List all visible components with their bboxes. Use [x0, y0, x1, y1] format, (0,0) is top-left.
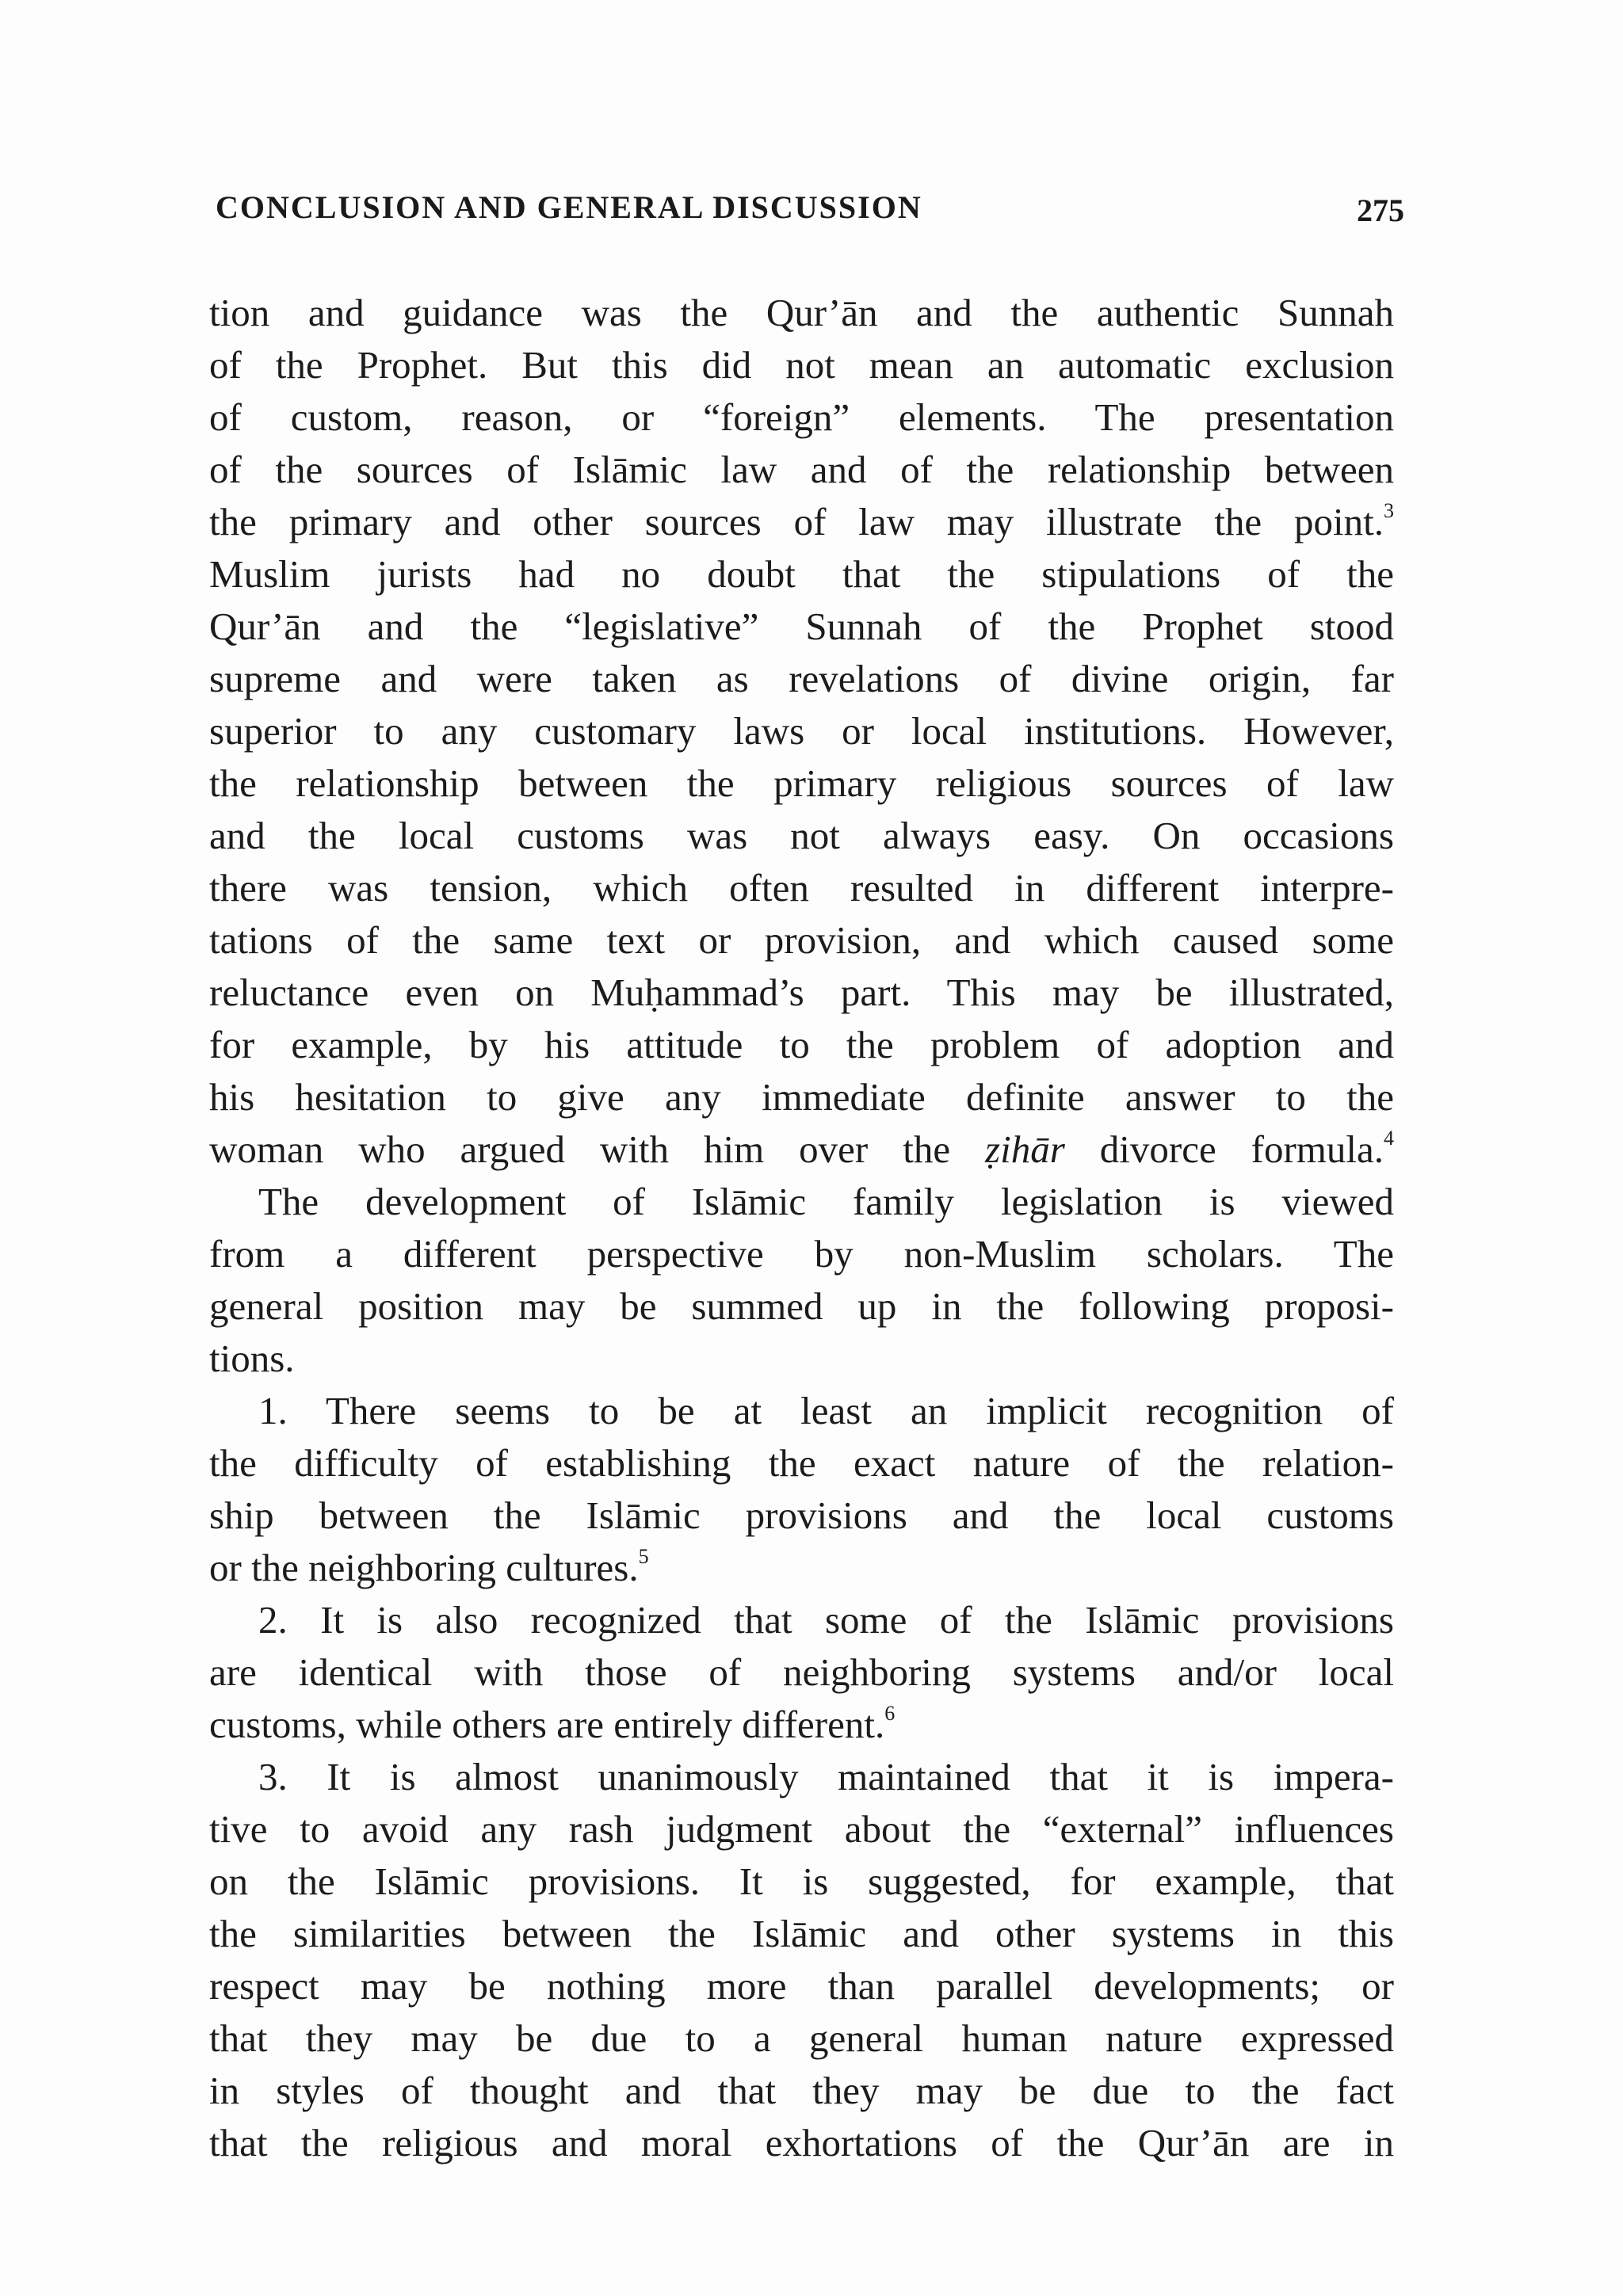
text-line: Muslim jurists had no doubt that the stipulations of the: [209, 552, 1394, 596]
text-line-content: customs, while others are entirely different.: [209, 1703, 885, 1746]
body-text: [209, 287, 1394, 2169]
text-line: tion and guidance was the Qur’ān and the authentic Sunnah: [209, 291, 1394, 334]
text-line-content: or the neighboring cultures.: [209, 1546, 639, 1589]
text-line: Qur’ān and the “legislative” Sunnah of the Prophet stood: [209, 605, 1394, 648]
text-line: superior to any customary laws or local institutions. However,: [209, 709, 1394, 753]
text-line: of custom, reason, or “foreign” elements. The presentation: [209, 395, 1394, 439]
list-item-2-start: 2. It is also recognized that some of the Islāmic provisions: [258, 1598, 1394, 1642]
text-line: ship between the Islāmic provisions and the local customs: [209, 1493, 1394, 1537]
text-line: in styles of thought and that they may be due to the fact: [209, 2069, 1394, 2112]
text-line: tations of the same text or provision, and which caused some: [209, 918, 1394, 962]
list-item-1-start: 1. There seems to be at least an implicit recognition of: [258, 1389, 1394, 1432]
footnote-ref: 4: [1384, 1127, 1395, 1150]
text-line: [209, 1542, 1394, 1594]
running-head-title: CONCLUSION AND GENERAL DISCUSSION: [216, 189, 922, 225]
text-line: the similarities between the Islāmic and other systems in this: [209, 1912, 1394, 1955]
text-line: of the sources of Islāmic law and of the relationship between: [209, 448, 1394, 491]
text-line-content: divorce formula.: [1099, 1127, 1384, 1171]
text-line: are identical with those of neighboring systems and/or local: [209, 1650, 1394, 1694]
footnote-ref: 3: [1384, 499, 1394, 522]
text-line: that they may be due to a general human nature expressed: [209, 2016, 1394, 2060]
text-line: tions.: [209, 1337, 295, 1380]
text-line: the relationship between the primary religious sources of law: [209, 761, 1394, 805]
text-line: of the Prophet. But this did not mean an automatic exclusion: [209, 343, 1394, 387]
text-line-content: the primary and other sources of law may illustrate the point.: [209, 500, 1384, 543]
text-line: and the local customs was not always easy. On occasions: [209, 814, 1394, 857]
text-line: from a different perspective by non-Muslim scholars. The: [209, 1232, 1394, 1276]
text-line: respect may be nothing more than parallel developments; or: [209, 1964, 1394, 2008]
text-line: supreme and were taken as revelations of divine origin, far: [209, 657, 1394, 700]
text-line: general position may be summed up in the following proposi-: [209, 1284, 1394, 1328]
text-line: on the Islāmic provisions. It is suggested, for example, that: [209, 1859, 1394, 1903]
text-line: for example, by his attitude to the problem of adoption and: [209, 1023, 1394, 1066]
italic-term: ẓihār: [985, 1127, 1065, 1171]
text-line: [209, 1699, 1394, 1751]
footnote-ref: 5: [638, 1545, 649, 1568]
text-line: his hesitation to give any immediate definite answer to the: [209, 1075, 1394, 1119]
text-line: there was tension, which often resulted in different interpre-: [209, 866, 1394, 910]
list-item-3-start: 3. It is almost unanimously maintained that it is impera-: [258, 1755, 1394, 1798]
text-line-content: woman who argued with him over the: [209, 1127, 951, 1171]
text-line: reluctance even on Muḥammad’s part. This may be illustrated,: [209, 971, 1394, 1014]
text-line: [209, 496, 1394, 548]
page-number: 275: [1357, 193, 1404, 228]
text-line: the difficulty of establishing the exact nature of the relation-: [209, 1441, 1394, 1485]
running-head: [216, 189, 1404, 236]
paragraph-start-line: The development of Islāmic family legislation is viewed: [258, 1180, 1394, 1223]
text-line: tive to avoid any rash judgment about the “external” influences: [209, 1807, 1394, 1851]
footnote-ref: 6: [884, 1702, 896, 1725]
text-line: that the religious and moral exhortations of the Qur’ān are in: [209, 2121, 1394, 2164]
text-line: [209, 1123, 1394, 1176]
